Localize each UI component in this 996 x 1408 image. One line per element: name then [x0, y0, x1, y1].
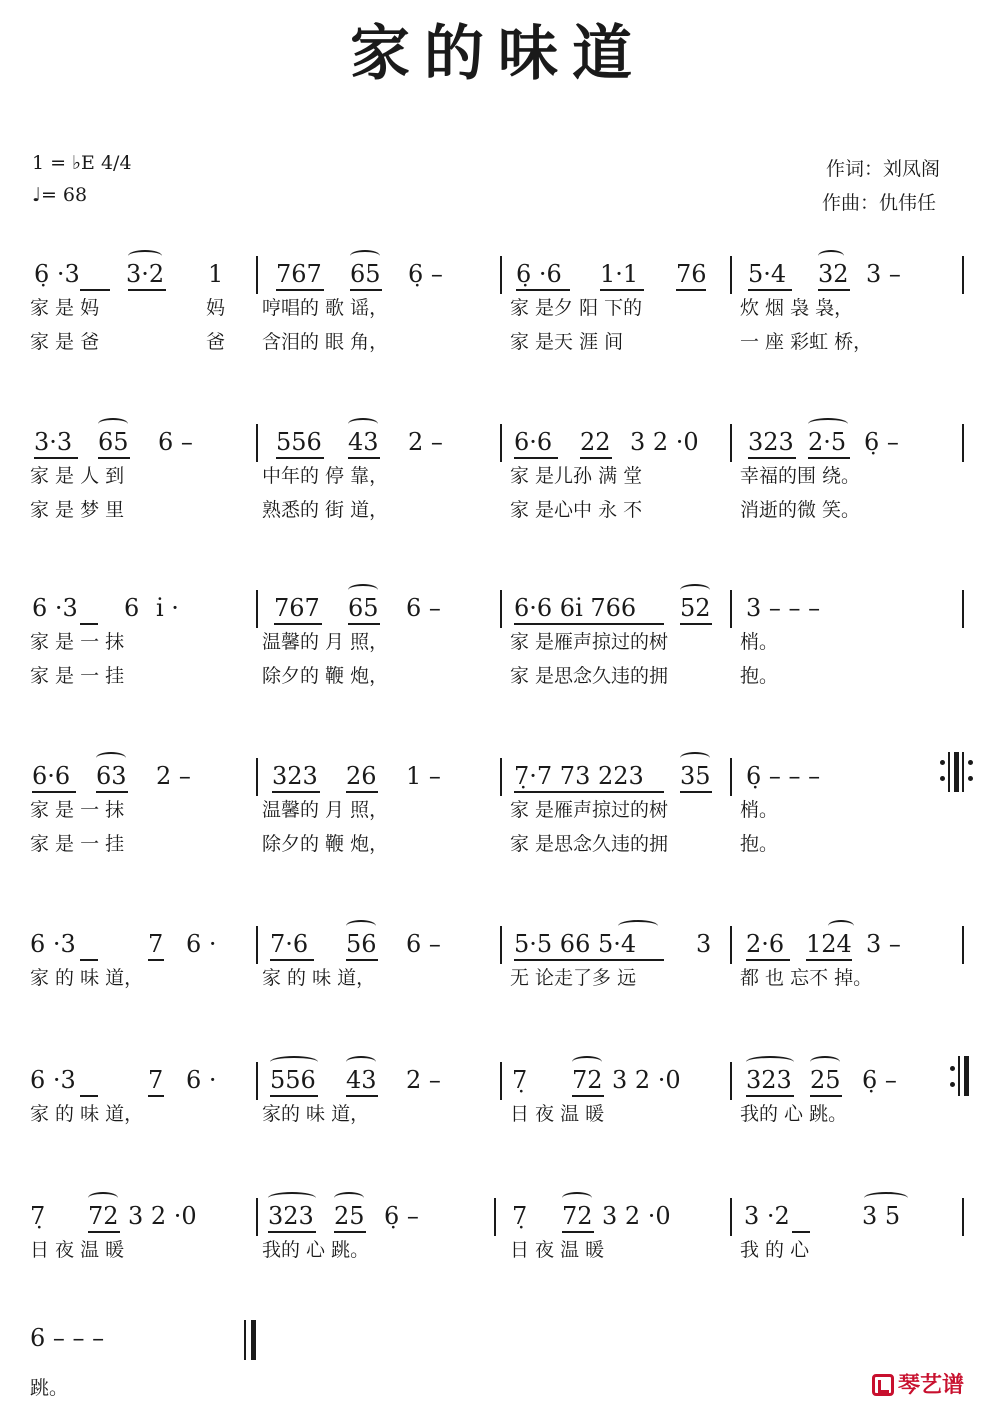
barline [256, 256, 258, 294]
page-title: 家的味道 [350, 19, 646, 89]
note-group: 3 2 ·0 [612, 1066, 681, 1094]
barline [962, 590, 964, 628]
beam-underline [350, 289, 382, 291]
slur-mark [334, 1192, 364, 1204]
repeat-start-dot [940, 760, 945, 765]
lyric-segment: 家 是 一 抹 [30, 799, 125, 821]
note-group: 7̣ [512, 1066, 528, 1094]
slur-mark [680, 584, 710, 596]
note-group: 3 ·2 [744, 1202, 790, 1230]
beam-underline [808, 457, 850, 459]
note-group: 43 [346, 1066, 377, 1094]
note-group: 3 2 ·0 [602, 1202, 671, 1230]
note-group: 1 – [406, 762, 441, 790]
lyric-segment: 家 是 一 挂 [30, 833, 125, 855]
barline [962, 424, 964, 462]
slur-mark [270, 1056, 318, 1068]
note-group: 3 – [866, 260, 901, 288]
repeat-barline-thick [954, 752, 959, 792]
note-group: 22 [580, 428, 611, 456]
note-group: 2·6 [746, 930, 785, 958]
note-group: 7 [148, 930, 164, 958]
note-group: 5·4 [748, 260, 787, 288]
beam-underline [562, 1231, 594, 1233]
lyric-segment: 消逝的微 笑。 [740, 499, 861, 521]
lyric-segment: 日 夜 温 暖 [510, 1239, 605, 1261]
beam-underline [80, 959, 98, 961]
slur-mark [350, 250, 380, 262]
note-group: 6̣ – [862, 1066, 897, 1094]
composer-credit: 作曲：仇伟任 [822, 192, 937, 214]
beam-underline [746, 1095, 794, 1097]
slur-mark [864, 1192, 908, 1204]
barline [256, 1062, 258, 1100]
lyric-segment: 都 也 忘不 掉。 [740, 967, 873, 989]
note-group: 6·6 [32, 762, 71, 790]
note-group: 7̣ [30, 1202, 46, 1230]
beam-underline [128, 289, 166, 291]
note-group: 124 [806, 930, 852, 958]
beam-underline [270, 1095, 318, 1097]
note-group: 6 · [186, 1066, 217, 1094]
lyric-segment: 日 夜 温 暖 [510, 1103, 605, 1125]
beam-underline [88, 1231, 120, 1233]
slur-mark [128, 250, 162, 262]
note-group: 1 [208, 260, 224, 288]
note-group: 1·1 [600, 260, 639, 288]
lyric-segment: 温馨的 月 照， [262, 799, 389, 821]
final-barline-thick [251, 1320, 256, 1360]
note-group: 3 – – – [746, 594, 821, 622]
note-group: 65 [350, 260, 381, 288]
repeat-start-dot [968, 776, 973, 781]
note-group: 6̣ – [384, 1202, 419, 1230]
beam-underline [276, 289, 324, 291]
note-group: 6 – – – [30, 1324, 105, 1352]
lyric-segment: 家 是 梦 里 [30, 499, 125, 521]
lyric-segment: 梢。 [740, 799, 779, 821]
lyric-segment: 抱。 [740, 833, 779, 855]
beam-underline [748, 289, 792, 291]
note-group: 2·5 [808, 428, 847, 456]
beam-underline [676, 289, 706, 291]
beam-underline [274, 623, 322, 625]
beam-underline [806, 959, 852, 961]
note-group: i̇ · [156, 594, 179, 622]
barline [962, 256, 964, 294]
barline [500, 590, 502, 628]
repeat-barline [962, 752, 964, 792]
note-group: 7̣·7 73 223 [514, 762, 644, 790]
key-signature: 1 = ♭E 4/4 [32, 152, 132, 174]
beam-underline [276, 457, 324, 459]
beam-underline [792, 1231, 810, 1233]
note-group: 6 · [186, 930, 217, 958]
repeat-end-dot [950, 1082, 955, 1087]
beam-underline [34, 457, 78, 459]
lyric-segment: 我的 心 跳。 [740, 1103, 848, 1125]
barline [730, 1198, 732, 1236]
beam-underline [580, 457, 612, 459]
beam-underline [270, 959, 314, 961]
note-group: 7·6 [270, 930, 309, 958]
barline [500, 926, 502, 964]
note-group: 6̣ – – – [746, 762, 821, 790]
note-group: 6 [124, 594, 140, 622]
slur-mark [618, 920, 658, 932]
lyric-segment: 梢。 [740, 631, 779, 653]
note-group: 6 – [158, 428, 193, 456]
slur-mark [808, 418, 848, 430]
beam-underline [514, 959, 664, 961]
lyric-segment: 家 是天 涯 间 [510, 331, 624, 353]
lyric-segment: 家 的 味 道， [30, 967, 144, 989]
beam-underline [348, 623, 380, 625]
note-group: 65 [348, 594, 379, 622]
note-group: 72 [562, 1202, 593, 1230]
lyric-segment: 中年的 停 靠， [262, 465, 389, 487]
note-group: 72 [88, 1202, 119, 1230]
note-group: 323 [268, 1202, 314, 1230]
lyric-segment: 温馨的 月 照， [262, 631, 389, 653]
note-group: 767 [276, 260, 322, 288]
barline [256, 590, 258, 628]
note-group: 35 [680, 762, 711, 790]
barline [962, 926, 964, 964]
lyric-segment: 家 是 妈 [30, 297, 100, 319]
brand-logo-icon [872, 1374, 894, 1396]
beam-underline [80, 1095, 98, 1097]
note-group: 323 [748, 428, 794, 456]
beam-underline [32, 791, 76, 793]
final-barline [244, 1320, 246, 1360]
lyric-segment: 家 是 人 到 [30, 465, 125, 487]
slur-mark [88, 1192, 118, 1204]
beam-underline [514, 457, 558, 459]
lyric-segment: 家 是夕 阳 下的 [510, 297, 643, 319]
beam-underline [516, 289, 570, 291]
beam-underline [148, 959, 164, 961]
barline [256, 424, 258, 462]
lyric-segment: 一 座 彩虹 桥， [740, 331, 873, 353]
lyric-segment: 我 的 心 [740, 1239, 810, 1261]
lyric-segment: 日 夜 温 暖 [30, 1239, 125, 1261]
lyric-segment: 家 是思念久违的拥 [510, 665, 669, 687]
beam-underline [98, 457, 130, 459]
barline [730, 758, 732, 796]
slur-mark [348, 584, 378, 596]
note-group: 25 [810, 1066, 841, 1094]
repeat-end-dot [950, 1066, 955, 1071]
note-group: 7̣ [512, 1202, 528, 1230]
note-group: 6̣ – [408, 260, 443, 288]
beam-underline [334, 1231, 366, 1233]
note-group: 25 [334, 1202, 365, 1230]
beam-underline [680, 791, 712, 793]
barline [730, 424, 732, 462]
barline [500, 256, 502, 294]
note-group: 6 ·3 [32, 594, 78, 622]
note-group: 32 [818, 260, 849, 288]
beam-underline [748, 457, 796, 459]
note-group: 6̣ ·3 [34, 260, 80, 288]
tempo-marking: ♩= 68 [32, 184, 88, 206]
lyric-segment: 我的 心 跳。 [262, 1239, 370, 1261]
lyricist-credit: 作词：刘凤阁 [826, 158, 941, 180]
note-group: 6 – [406, 594, 441, 622]
slur-mark [346, 920, 376, 932]
note-group: 323 [746, 1066, 792, 1094]
slur-mark [346, 1056, 376, 1068]
beam-underline [680, 623, 712, 625]
barline [730, 590, 732, 628]
note-group: 63 [96, 762, 127, 790]
note-group: 7 [148, 1066, 164, 1094]
barline [730, 256, 732, 294]
note-group: 3·3 [34, 428, 73, 456]
note-group: 2 – [156, 762, 191, 790]
beam-underline [514, 623, 664, 625]
note-group: 767 [274, 594, 320, 622]
barline [500, 1062, 502, 1100]
lyric-segment: 幸福的围 绕。 [740, 465, 861, 487]
slur-mark [746, 1056, 794, 1068]
repeat-start-dot [940, 776, 945, 781]
slur-mark [562, 1192, 592, 1204]
slur-mark [96, 752, 126, 764]
lyric-segment: 哼唱的 歌 谣， [262, 297, 389, 319]
barline [500, 758, 502, 796]
note-group: 65 [98, 428, 129, 456]
barline [730, 1062, 732, 1100]
note-group: 6 – [406, 930, 441, 958]
note-group: 3 – [866, 930, 901, 958]
beam-underline [572, 1095, 604, 1097]
barline [256, 758, 258, 796]
lyric-segment: 家 的 味 道， [262, 967, 376, 989]
lyric-segment: 家 是 一 抹 [30, 631, 125, 653]
note-group: 56 [346, 930, 377, 958]
beam-underline [746, 959, 790, 961]
slur-mark [810, 1056, 840, 1068]
note-group: 6·6 [514, 428, 553, 456]
repeat-barline [948, 752, 950, 792]
lyric-segment: 家 是 一 挂 [30, 665, 125, 687]
beam-underline [148, 1095, 164, 1097]
note-group: 3 [696, 930, 712, 958]
lyric-segment: 家 是 爸 [30, 331, 100, 353]
slur-mark [348, 418, 378, 430]
beam-underline [348, 457, 380, 459]
note-group: 76 [676, 260, 707, 288]
note-group: 6·6 6i̇ 766 [514, 594, 637, 622]
beam-underline [80, 623, 98, 625]
brand-watermark [872, 1368, 964, 1399]
lyric-segment: 跳。 [30, 1377, 69, 1399]
note-group: 6 ·3 [30, 1066, 76, 1094]
beam-underline [268, 1231, 316, 1233]
beam-underline [818, 289, 850, 291]
repeat-start-dot [968, 760, 973, 765]
lyric-segment: 妈 [206, 297, 226, 319]
lyric-segment: 熟悉的 街 道， [262, 499, 389, 521]
lyric-segment: 炊 烟 袅 袅， [740, 297, 854, 319]
note-group: 3 2 ·0 [128, 1202, 197, 1230]
beam-underline [600, 289, 644, 291]
note-group: 3·2 [126, 260, 165, 288]
note-group: 5·5 66 5·4 [514, 930, 637, 958]
lyric-segment: 家 是雁声掠过的树 [510, 799, 669, 821]
barline [256, 1198, 258, 1236]
beam-underline [80, 289, 110, 291]
lyric-segment: 家 是心中 永 不 [510, 499, 643, 521]
beam-underline [346, 791, 378, 793]
note-group: 72 [572, 1066, 603, 1094]
note-group: 26 [346, 762, 377, 790]
barline [730, 926, 732, 964]
beam-underline [346, 1095, 378, 1097]
lyric-segment: 爸 [206, 331, 226, 353]
lyric-segment: 家 是儿孙 满 堂 [510, 465, 643, 487]
beam-underline [810, 1095, 842, 1097]
note-group: 43 [348, 428, 379, 456]
slur-mark [98, 418, 128, 430]
slur-mark [572, 1056, 602, 1068]
barline [256, 926, 258, 964]
note-group: 323 [272, 762, 318, 790]
lyric-segment: 含泪的 眼 角， [262, 331, 389, 353]
beam-underline [272, 791, 320, 793]
lyric-segment: 家 的 味 道， [30, 1103, 144, 1125]
note-group: 52 [680, 594, 711, 622]
note-group: 2 – [408, 428, 443, 456]
slur-mark [680, 752, 710, 764]
note-group: 556 [276, 428, 322, 456]
lyric-segment: 家 是思念久违的拥 [510, 833, 669, 855]
beam-underline [96, 791, 128, 793]
repeat-barline [958, 1056, 960, 1096]
beam-underline [514, 791, 664, 793]
barline [494, 1198, 496, 1236]
barline [962, 1198, 964, 1236]
barline [500, 424, 502, 462]
lyric-segment: 家 是雁声掠过的树 [510, 631, 669, 653]
brand-name: 琴艺谱 [898, 1373, 965, 1398]
slur-mark [818, 250, 844, 262]
slur-mark [268, 1192, 316, 1204]
beam-underline [346, 959, 378, 961]
lyric-segment: 除夕的 鞭 炮， [262, 665, 389, 687]
note-group: 556 [270, 1066, 316, 1094]
lyric-segment: 家的 味 道， [262, 1103, 370, 1125]
lyric-segment: 抱。 [740, 665, 779, 687]
lyric-segment: 除夕的 鞭 炮， [262, 833, 389, 855]
repeat-barline-thick [964, 1056, 969, 1096]
note-group: 3 2 ·0 [630, 428, 699, 456]
note-group: 6 ·3 [30, 930, 76, 958]
slur-mark [828, 920, 854, 932]
note-group: 6̣ ·6 [516, 260, 562, 288]
note-group: 6̣ – [864, 428, 899, 456]
note-group: 3 5 [862, 1202, 901, 1230]
note-group: 2 – [406, 1066, 441, 1094]
lyric-segment: 无 论走了多 远 [510, 967, 637, 989]
